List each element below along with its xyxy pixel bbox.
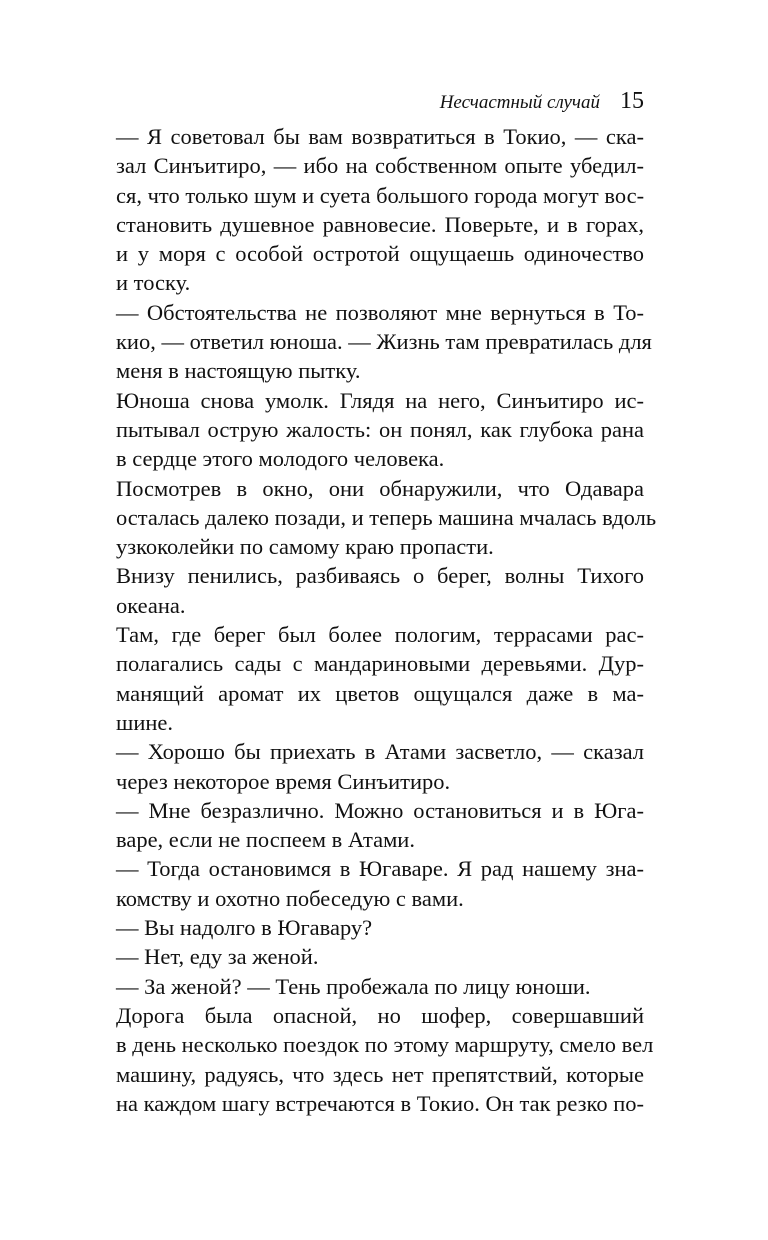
- paragraph: [84, 1001, 654, 1118]
- text-line: — За женой? — Тень пробежала по лицу юноши.: [116, 973, 591, 999]
- paragraph: [84, 854, 644, 913]
- text-line: — Нет, еду за женой.: [116, 944, 319, 970]
- paragraph: [84, 737, 644, 796]
- text-line: — Хорошо бы приехать в Атами засветло, — сказал: [116, 739, 644, 765]
- paragraph: [84, 122, 644, 298]
- text-line: в день несколько поездок по этому маршруту, смело вел: [116, 1032, 654, 1058]
- text-line: зал Синъитиро, — ибо на собственном опыте убедил-: [116, 153, 644, 179]
- text-line: Там, где берег был более пологим, террасами рас-: [116, 622, 644, 648]
- text-line: шине.: [116, 709, 174, 735]
- text-line: кио, — ответил юноша. — Жизнь там превратилась для: [116, 329, 652, 355]
- text-line: ся, что только шум и суета большого города могут вос-: [116, 182, 645, 208]
- paragraph: [84, 620, 644, 737]
- text-line: машину, радуясь, что здесь нет препятствий, которые: [116, 1061, 644, 1087]
- text-line: варе, если не поспеем в Атами.: [116, 827, 415, 853]
- paragraph: [84, 386, 644, 474]
- text-line: Юноша снова умолк. Глядя на него, Синъитиро ис-: [116, 387, 644, 413]
- text-line: пытывал острую жалость: он понял, как глубока рана: [116, 416, 644, 442]
- paragraph: [84, 942, 644, 971]
- text-line: манящий аромат их цветов ощущался даже в ма-: [116, 680, 644, 706]
- text-line: осталась далеко позади, и теперь машина мчалась вдоль: [116, 504, 657, 530]
- text-line: комству и охотно побеседую с вами.: [116, 885, 464, 911]
- text-line: в сердце этого молодого человека.: [116, 446, 445, 472]
- text-line: Посмотрев в окно, они обнаружили, что Одавара: [116, 475, 644, 501]
- text-line: — Вы надолго в Югавару?: [116, 915, 373, 941]
- text-line: через некоторое время Синъитиро.: [116, 768, 451, 794]
- paragraph: [84, 561, 644, 620]
- text-line: — Тогда остановимся в Югаваре. Я рад нашему зна-: [116, 856, 644, 882]
- text-line: полагались сады с мандариновыми деревьями. Дур-: [116, 651, 644, 677]
- running-header: [84, 84, 644, 118]
- paragraph: [84, 913, 644, 942]
- page-number: 15: [620, 88, 644, 114]
- paragraph: [84, 298, 652, 386]
- text-line: — Мне безразлично. Можно остановиться и в Юга-: [116, 797, 644, 823]
- text-line: становить душевное равновесие. Поверьте, и в горах,: [116, 211, 644, 237]
- text-line: меня в настоящую пытку.: [116, 358, 361, 384]
- text-line: узкоколейки по самому краю пропасти.: [116, 534, 494, 560]
- text-line: и тоску.: [116, 270, 191, 296]
- paragraph: [84, 474, 657, 562]
- text-line: и у моря с особой остротой ощущаешь одиночество: [116, 241, 644, 267]
- text-line: — Я советовал бы вам возвратиться в Токио, — ска-: [116, 124, 644, 149]
- paragraph: [84, 796, 644, 855]
- text-line: Внизу пенились, разбиваясь о берег, волны Тихого: [116, 563, 644, 589]
- book-page: [84, 84, 657, 1118]
- text-line: — Обстоятельства не позволяют мне вернуться в То-: [116, 299, 644, 325]
- running-title: Несчастный случай: [439, 92, 600, 113]
- text-line: Дорога была опасной, но шофер, совершавший: [116, 1002, 644, 1028]
- paragraph: [84, 972, 644, 1001]
- body-text: [84, 122, 657, 1118]
- text-line: океана.: [116, 592, 186, 618]
- text-line: на каждом шагу встречаются в Токио. Он так резко по-: [116, 1090, 644, 1116]
